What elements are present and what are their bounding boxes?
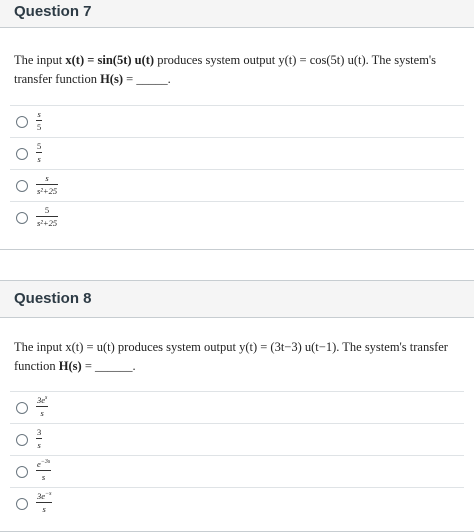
fraction-numerator xyxy=(36,491,52,501)
prompt-transfer-function: H(s) xyxy=(58,359,82,373)
prompt-text: The input xyxy=(14,53,66,67)
prompt-text: The input x(t) = u(t) produces system output y(t) = (3t−3) u(t−1). The system's transfer function xyxy=(14,340,448,373)
radio-button[interactable] xyxy=(16,434,28,446)
answer-fraction xyxy=(36,459,51,482)
fraction-numerator: s xyxy=(37,109,41,119)
fraction-bar xyxy=(36,216,58,217)
question-header xyxy=(0,0,474,28)
fraction-numerator: s xyxy=(45,173,49,183)
numerator-base: e xyxy=(37,459,41,469)
numerator-exponent: s xyxy=(45,395,48,401)
fraction-denominator: 5 xyxy=(37,122,42,132)
question-title: Question 7 xyxy=(14,3,92,20)
fraction-numerator: 5 xyxy=(44,205,50,215)
answer-option[interactable] xyxy=(10,201,464,233)
prompt-text: = xyxy=(123,72,137,86)
fraction-denominator: s xyxy=(42,504,46,514)
answer-fraction xyxy=(36,427,42,450)
radio-button[interactable] xyxy=(16,466,28,478)
fraction-numerator xyxy=(36,459,51,469)
answer-fraction xyxy=(36,141,42,164)
prompt-blank: ______. xyxy=(95,359,136,373)
question-7-card xyxy=(0,0,474,250)
fraction-numerator: 3 xyxy=(37,427,42,437)
fraction-denominator: s xyxy=(37,154,41,164)
answer-option[interactable] xyxy=(10,423,464,455)
answer-list xyxy=(10,391,464,519)
prompt-text: produces system output y(t) = cos(5t) u(t). The system's transfer function xyxy=(14,53,437,86)
radio-button[interactable] xyxy=(16,402,28,414)
fraction-numerator xyxy=(36,395,48,405)
radio-button[interactable] xyxy=(16,498,28,510)
radio-button[interactable] xyxy=(16,180,28,192)
fraction-bar xyxy=(36,152,42,153)
fraction-bar xyxy=(36,470,51,471)
answer-option[interactable] xyxy=(10,487,464,519)
question-title: Question 8 xyxy=(14,290,92,307)
prompt-transfer-function: H(s) xyxy=(100,72,123,86)
fraction-bar xyxy=(36,406,48,407)
answer-fraction xyxy=(36,173,58,196)
numerator-exponent: −s xyxy=(45,491,52,497)
numerator-base: 3e xyxy=(37,395,46,405)
fraction-denominator: s²+25 xyxy=(37,218,58,228)
fraction-bar xyxy=(36,120,42,121)
fraction-bar xyxy=(36,438,42,439)
prompt-blank: _____. xyxy=(136,72,171,86)
answer-fraction xyxy=(36,395,48,418)
radio-button[interactable] xyxy=(16,148,28,160)
fraction-bar xyxy=(36,184,58,185)
radio-button[interactable] xyxy=(16,116,28,128)
answer-option[interactable] xyxy=(10,391,464,423)
fraction-denominator: s xyxy=(37,440,41,450)
answer-option[interactable] xyxy=(10,105,464,137)
answer-fraction xyxy=(36,109,42,132)
radio-button[interactable] xyxy=(16,212,28,224)
question-prompt xyxy=(14,51,470,89)
question-header xyxy=(0,281,474,318)
fraction-denominator: s xyxy=(40,408,44,418)
answer-option[interactable] xyxy=(10,137,464,169)
answer-fraction xyxy=(36,491,52,514)
question-prompt xyxy=(14,338,470,376)
answer-list xyxy=(10,105,464,233)
answer-option[interactable] xyxy=(10,455,464,487)
answer-fraction xyxy=(36,205,58,228)
fraction-denominator: s xyxy=(41,472,46,482)
answer-option[interactable] xyxy=(10,169,464,201)
question-8-card xyxy=(0,280,474,532)
numerator-base: 3e xyxy=(37,491,46,501)
prompt-input-expression: x(t) = sin(5t) u(t) xyxy=(65,53,155,67)
fraction-denominator: s²+25 xyxy=(37,186,58,196)
prompt-text: = xyxy=(81,359,96,373)
numerator-exponent: −3s xyxy=(40,459,51,465)
fraction-numerator: 5 xyxy=(37,141,42,151)
fraction-bar xyxy=(36,502,52,503)
